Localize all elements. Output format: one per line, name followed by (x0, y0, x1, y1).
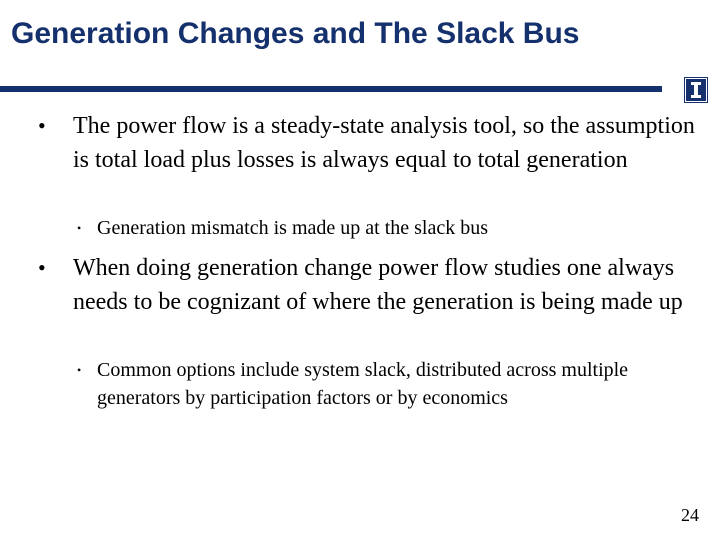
subbullet-text: Generation mismatch is made up at the slack bus (97, 217, 489, 239)
slide-title: Generation Changes and The Slack Bus (11, 17, 580, 50)
page-number: 24 (681, 505, 699, 525)
bullet-marker: • (38, 113, 46, 138)
bullet-text: The power flow is a steady-state analysis tool, so the assumption is total load plus losses is always equal to total generation (73, 113, 695, 173)
bullet-text: When doing generation change power flow studies one always needs to be cognizant of where the generation is being made up (73, 255, 683, 315)
subbullet-marker: • (77, 221, 82, 235)
subbullet-marker: • (77, 363, 82, 377)
subbullet-text: Common options include system slack, distributed across multiple generators by participation factors or by economics (97, 359, 629, 409)
bullet-marker: • (38, 255, 46, 280)
